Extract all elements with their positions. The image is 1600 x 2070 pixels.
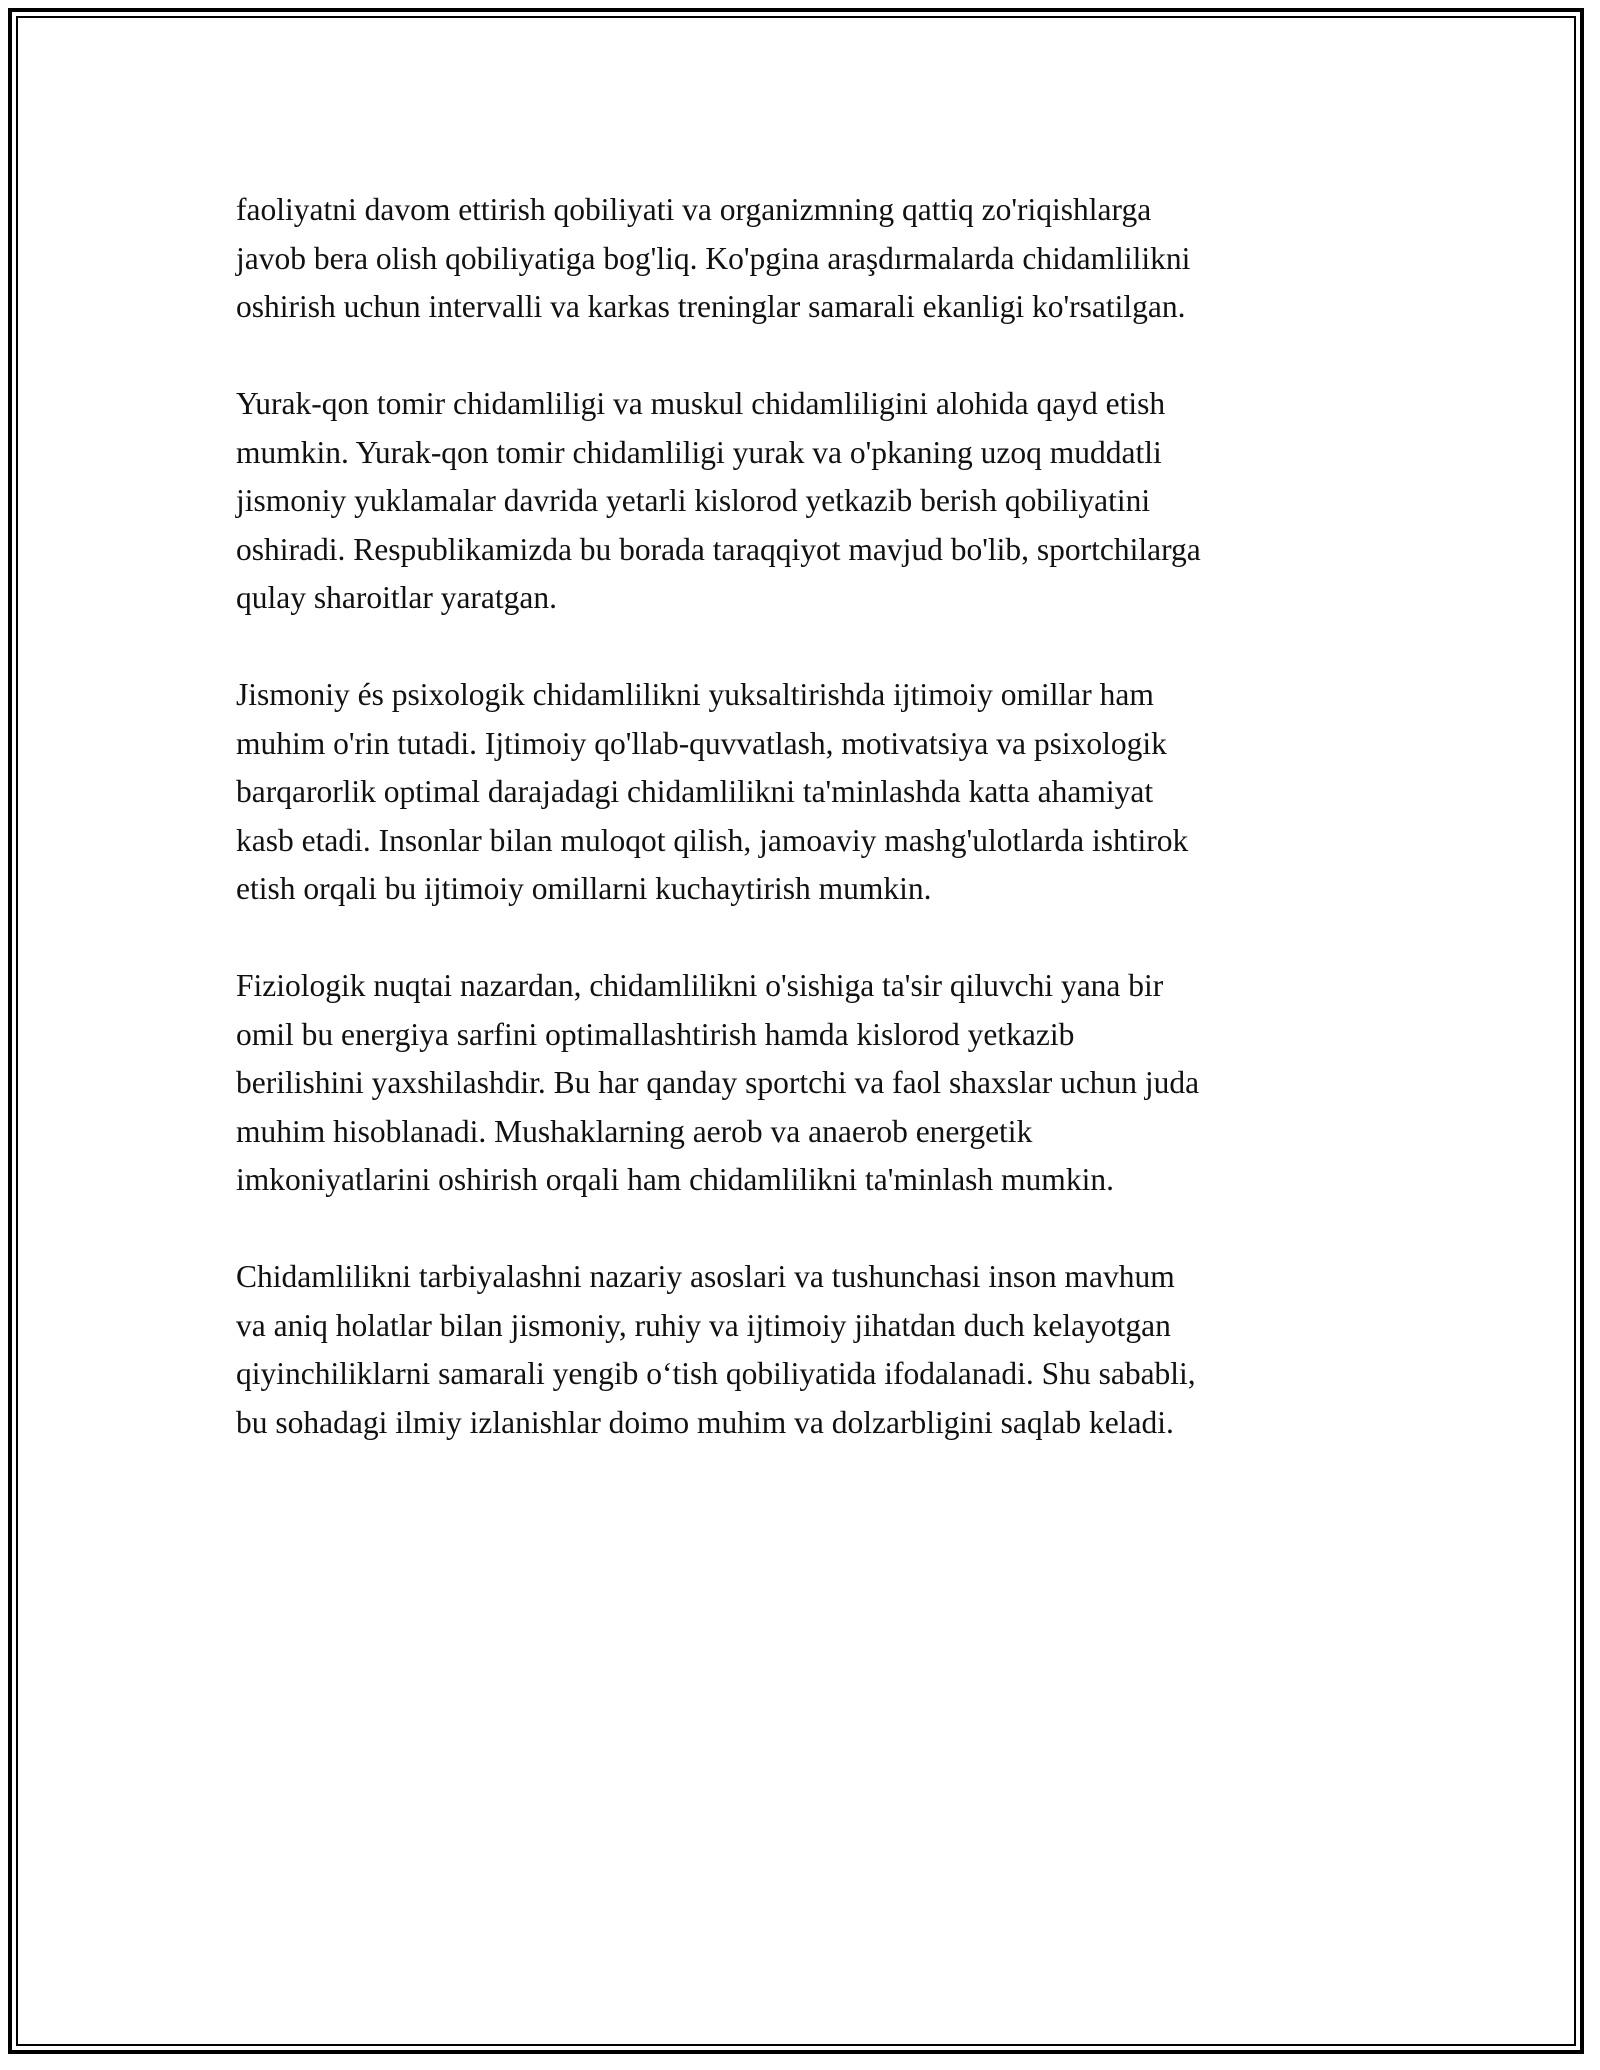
document-body	[236, 186, 1366, 1496]
paragraph: Fiziologik nuqtai nazardan, chidamlilikni o'sishiga ta'sir qiluvchi yana bir omil bu energiya sarfini optimallashtirish hamda kislorod yetkazib berilishini yaxshilashdir. Bu har qanday sportchi va faol shaxslar uchun juda muhim hisoblanadi. Mushaklarning aerob va anaerob energetik imkoniyatlarini oshirish orqali ham chidamlilikni ta'minlash mumkin.	[236, 968, 1200, 1197]
paragraph: Yurak-qon tomir chidamliligi va muskul chidamliligini alohida qayd etish mumkin. Yurak-qon tomir chidamliligi yurak va o'pkaning uzoq muddatli jismoniy yuklamalar davrida yetarli kislorod yetkazib berish qobiliyatini oshiradi. Respublikamizda bu borada taraqqiyot mavjud bo'lib, sportchilarga qulay sharoitlar yaratgan.	[236, 386, 1201, 615]
paragraph: Chidamlilikni tarbiyalashni nazariy asoslari va tushunchasi inson mavhum va aniq holatlar bilan jismoniy, ruhiy va ijtimoiy jihatdan duch kelayotgan qiyinchiliklarni samarali yengib o‘tish qobiliyatida ifodalanadi. Shu sababli, bu sohadagi ilmiy izlanishlar doimo muhim va dolzarbligini saqlab keladi.	[236, 1259, 1196, 1440]
paragraph: faoliyatni davom ettirish qobiliyati va organizmning qattiq zo'riqishlarga javob bera olish qobiliyatiga bog'liq. Ko'pgina araşdırmalarda chidamlilikni oshirish uchun intervalli va karkas treninglar samarali ekanligi ko'rsatilgan.	[236, 192, 1191, 324]
paragraph: Jismoniy és psixologik chidamlilikni yuksaltirishda ijtimoiy omillar ham muhim o'rin tutadi. Ijtimoiy qo'llab-quvvatlash, motivatsiya va psixologik barqarorlik optimal darajadagi chidamlilikni ta'minlashda katta ahamiyat kasb etadi. Insonlar bilan muloqot qilish, jamoaviy mashg'ulotlarda ishtirok etish orqali bu ijtimoiy omillarni kuchaytirish mumkin.	[236, 677, 1189, 906]
